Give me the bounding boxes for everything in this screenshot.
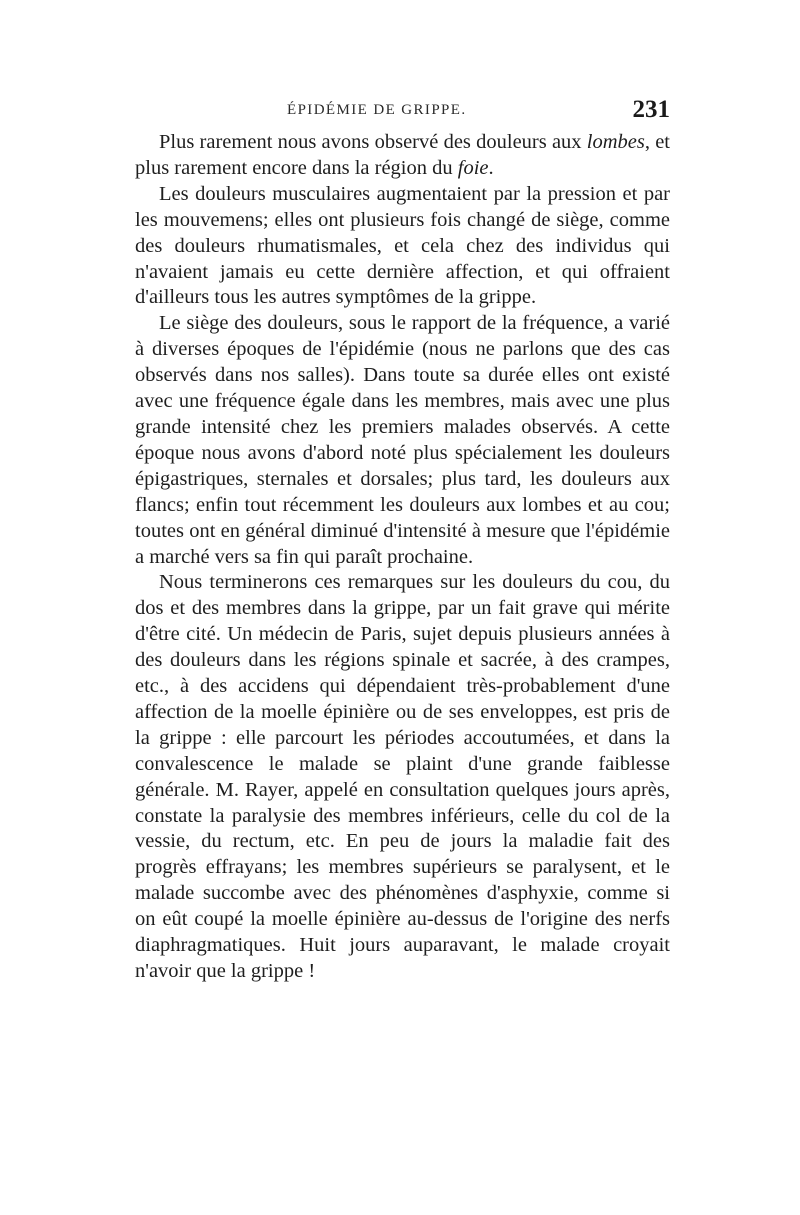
text-run: Les douleurs musculaires augmentaient par la pression et par les mouvemens; elles ont plusieurs fois changé de siège, comme des douleurs rhumatismales, et cela chez des individus qui n'avaient jamais eu cette dernière affection, et qui offraient d'ailleurs tous les autres symptômes de la grippe.: [135, 182, 670, 309]
text-run: , et plus rarement encore dans la région du: [135, 131, 671, 179]
paragraph: [135, 311, 670, 570]
italic-word-foie: foie: [457, 156, 489, 179]
text-run: Plus rarement nous avons observé des douleurs aux: [159, 131, 587, 153]
body-text: [135, 130, 670, 985]
page-number: 231: [632, 96, 670, 123]
italic-word-lombes: lombes: [586, 131, 645, 153]
text-run: Le siège des douleurs, sous le rapport de la fréquence, a varié à diverses époques de l'épidémie (nous ne parlons que des cas observés dans nos salles). Dans toute sa durée elles ont existé avec une fréquence égale dans les membres, mais avec une plus grande intensité chez les premiers malades observés. A cette époque nous avons d'abord noté plus spécialement les douleurs épigastriques, sternales et dorsales; plus tard, les douleurs aux flancs; enfin tout récemment les douleurs aux lombes et au cou; toutes ont en général diminué d'intensité à mesure que l'épidémie a marché vers sa fin qui paraît prochaine.: [135, 312, 670, 568]
page-header: [135, 96, 670, 128]
text-run: .: [488, 156, 494, 179]
running-title: ÉPIDÉMIE DE GRIPPE.: [287, 102, 467, 118]
paragraph: [135, 130, 670, 182]
paragraph: [135, 182, 670, 312]
paragraph: [135, 570, 670, 985]
text-run: Nous terminerons ces remarques sur les douleurs du cou, du dos et des membres dans la grippe, par un fait grave qui mérite d'être cité. Un médecin de Paris, sujet depuis plusieurs années à des douleurs dans les régions spinale et sacrée, à des crampes, etc., à des accidens qui dépendaient très-probablement d'une affection de la moelle épinière ou de ses enveloppes, est pris de la grippe : elle parcourt les périodes accoutumées, et dans la convalescence le malade se plaint d'une grande faiblesse générale. M. Rayer, appelé en consultation quelques jours après, constate la paralysie des membres inférieurs, celle du col de la vessie, du rectum, etc. En peu de jours la maladie fait des progrès effrayans; les membres supérieurs se paralysent, et le malade succombe avec des phénomènes d'asphyxie, comme si on eût coupé la moelle épinière au-dessus de l'origine des nerfs diaphragmatiques. Huit jours auparavant, le malade croyait n'avoir que la grippe !: [135, 571, 670, 982]
